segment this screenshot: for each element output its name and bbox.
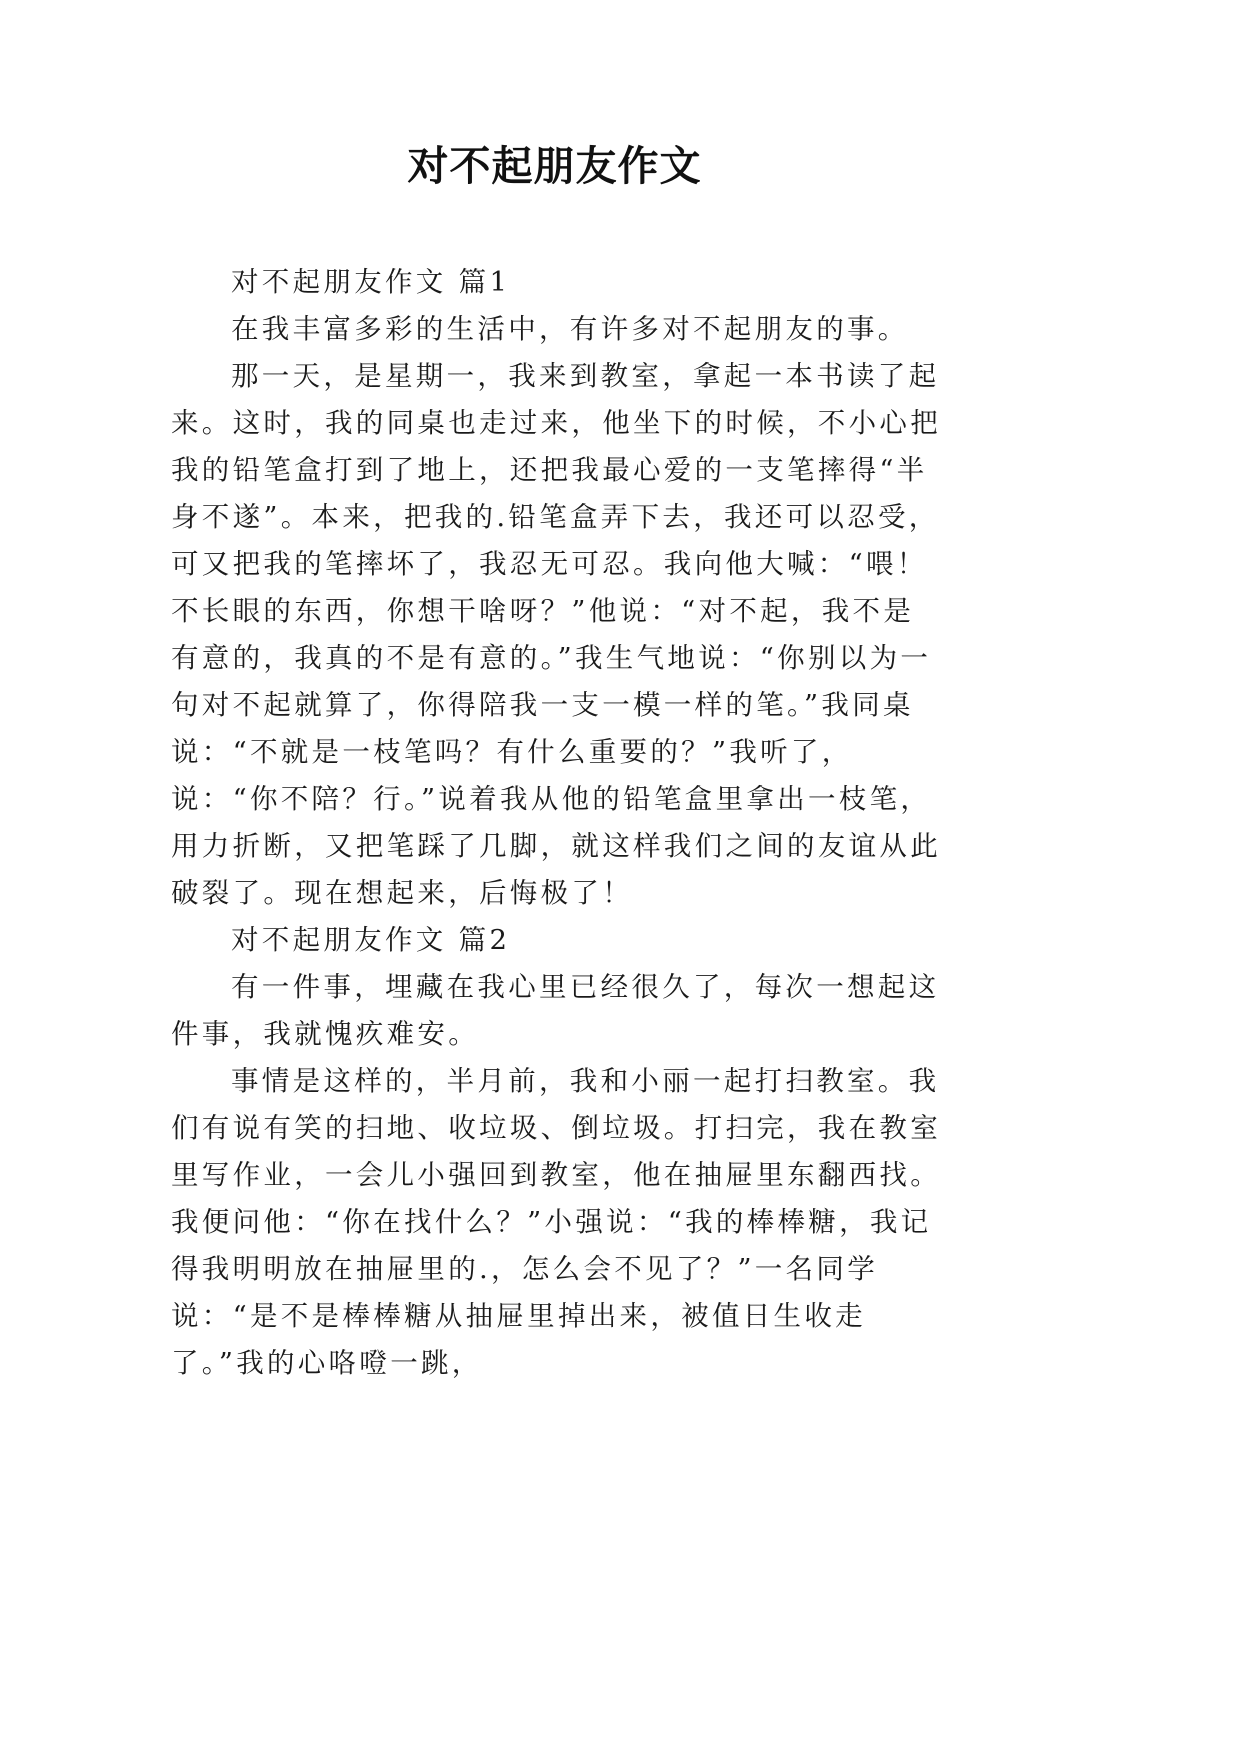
paragraph: 事情是这样的，半月前，我和小丽一起打扫教室。我们有说有笑的扫地、收垃圾、倒垃圾。打扫完，我在教室里写作业，一会儿小强回到教室，他在抽屉里东翻西找。我便问他：“你在找什么？”小强说：“我的棒棒糖，我记得我明明放在抽屉里的.，怎么会不见了？”一名同学说：“是不是棒棒糖从抽屉里掉出来，被值日生收走了。”我的心咯噔一跳，: [171, 1065, 941, 1379]
section-heading: 对不起朋友作文 篇2: [231, 924, 511, 956]
paragraph: 有一件事，埋藏在我心里已经很久了，每次一想起这件事，我就愧疚难安。: [171, 971, 940, 1050]
paragraph: 那一天，是星期一，我来到教室，拿起一本书读了起来。这时，我的同桌也走过来，他坐下的时候，不小心把我的铅笔盒打到了地上，还把我最心爱的一支笔摔得“半身不遂”。本来，把我的.铅笔盒弄下去，我还可以忍受，可又把我的笔摔坏了，我忍无可忍。我向他大喊：“喂！不长眼的东西，你想干啥呀？”他说：“对不起，我不是有意的，我真的不是有意的。”我生气地说：“你别以为一句对不起就算了，你得陪我一支一模一样的笔。”我同桌说：“不就是一枝笔吗？有什么重要的？”我听了，说：“你不陪？行。”说着我从他的铅笔盒里拿出一枝笔，用力折断，又把笔踩了几脚，就这样我们之间的友谊从此破裂了。现在想起来，后悔极了！: [171, 360, 941, 909]
paragraph: 在我丰富多彩的生活中，有许多对不起朋友的事。: [231, 313, 909, 345]
document-body: [171, 259, 941, 1387]
section-heading: 对不起朋友作文 篇1: [231, 266, 511, 298]
document-title: 对不起朋友作文: [407, 142, 702, 190]
